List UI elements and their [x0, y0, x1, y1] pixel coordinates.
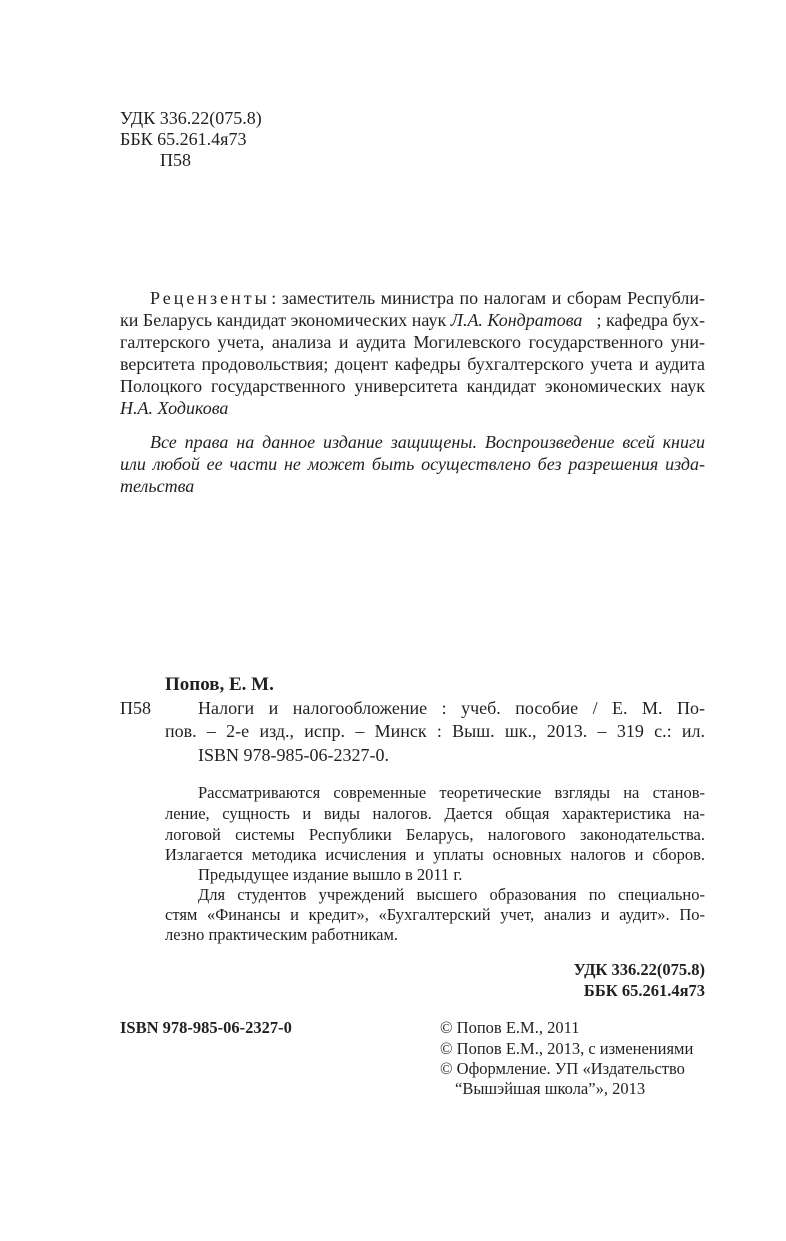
author-mark: П58: [160, 150, 191, 170]
reviewer-name: Н.А. Ходикова: [120, 398, 229, 418]
copyright-line: © Попов Е.М., 2011: [440, 1018, 580, 1037]
author-mark: П58: [120, 698, 151, 718]
copyright-line: “Вышэйшая школа”», 2013: [455, 1079, 646, 1098]
rights-line: или любой ее части не может быть осуществлено без разрешения изда-: [120, 454, 705, 474]
abstract-line: стям «Финансы и кредит», «Бухгалтерский учет, анализ и аудит». По-: [165, 905, 705, 924]
abstract-line: Излагается методика исчисления и уплаты основных налогов и сборов.: [165, 845, 705, 864]
reviewers-line: верситета продовольствия; доцент кафедры бухгалтерского учета и аудита: [120, 354, 705, 374]
copyright-line: © Оформление. УП «Издательство: [440, 1059, 685, 1078]
footer-udk: УДК 336.22(075.8): [573, 960, 705, 979]
bbk-code: ББК 65.261.4я73: [120, 129, 247, 149]
reviewers-line: ; кафедра бух-: [596, 310, 705, 330]
footer-isbn: ISBN 978-985-06-2327-0: [120, 1018, 292, 1037]
reviewers-label: Рецензенты: [150, 288, 270, 308]
bib-line: пов. – 2-е изд., испр. – Минск : Выш. шк., 2013. – 319 с.: ил.: [165, 721, 705, 741]
bib-line: Налоги и налогообложение : учеб. пособие / Е. М. По-: [198, 698, 705, 718]
reviewers-line: Полоцкого государственного университета кандидат экономических наук: [120, 376, 705, 396]
reviewer-name: Л.А. Кондратова: [450, 310, 583, 330]
reviewers-line: ки Беларусь кандидат экономических наук: [120, 310, 451, 330]
footer-bbk: ББК 65.261.4я73: [583, 981, 705, 1000]
abstract-line: Рассматриваются современные теоретические взгляды на станов-: [198, 783, 705, 802]
rights-line: Все права на данное издание защищены. Воспроизведение всей книги: [150, 432, 705, 452]
reviewers-line: : заместитель министра по налогам и сборам Республи-: [271, 288, 705, 308]
copyright-line: © Попов Е.М., 2013, с изменениями: [440, 1039, 694, 1058]
abstract-line: Для студентов учреждений высшего образования по специально-: [198, 885, 705, 904]
rights-line: тельства: [120, 476, 195, 496]
abstract-line: ление, сущность и виды налогов. Дается общая характеристика на-: [165, 804, 705, 823]
reviewers-line: галтерского учета, анализа и аудита Могилевского государственного уни-: [120, 332, 705, 352]
abstract-line: логовой системы Республики Беларусь, налогового законодательства.: [165, 825, 705, 844]
author-heading: Попов, Е. М.: [165, 674, 274, 695]
abstract-line: Предыдущее издание вышло в 2011 г.: [198, 865, 463, 884]
abstract-line: лезно практическим работникам.: [165, 925, 399, 944]
udk-code: УДК 336.22(075.8): [120, 108, 262, 128]
bib-isbn: ISBN 978-985-06-2327-0.: [198, 745, 389, 765]
